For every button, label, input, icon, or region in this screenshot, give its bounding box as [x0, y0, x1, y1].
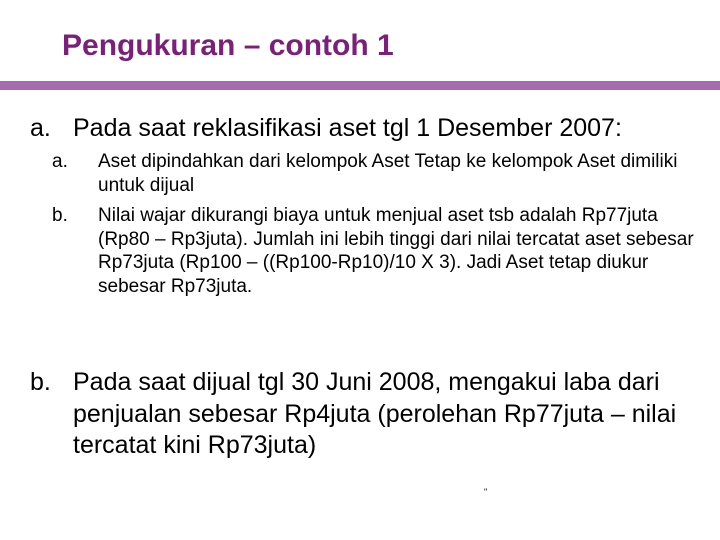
list-item-text: Pada saat dijual tgl 30 Juni 2008, mengakui laba dari penjualan sebesar Rp4juta (perolehan Rp77juta – nilai tercatat kini Rp73juta) [73, 368, 677, 459]
list-item-a [30, 113, 710, 305]
title-divider-bar [0, 81, 720, 90]
footnote-mark: " [484, 487, 488, 497]
slide-title: Pengukuran – contoh 1 [62, 29, 394, 62]
list-marker: a. [30, 114, 51, 142]
list-item-b [30, 367, 710, 462]
sublist-marker: a. [52, 151, 68, 172]
sublist [52, 150, 710, 298]
list-item-text: Pada saat reklasifikasi aset tgl 1 Desember 2007: [73, 114, 622, 142]
sublist-item-b [52, 204, 710, 298]
sublist-item-text: Aset dipindahkan dari kelompok Aset Tetap ke kelompok Aset dimiliki untuk dijual [98, 151, 678, 196]
sublist-item-text: Nilai wajar dikurangi biaya untuk menjual aset tsb adalah Rp77juta (Rp80 – Rp3juta). Jumlah ini lebih tinggi dari nilai tercatat aset sebesar Rp73juta (Rp100 – ((Rp100-Rp10)/10 X 3). Jadi Aset tetap diukur sebesar Rp73juta. [98, 205, 694, 297]
title-divider [0, 81, 720, 90]
list-marker: b. [30, 368, 51, 396]
sublist-marker: b. [52, 205, 68, 226]
sublist-item-a [52, 150, 710, 197]
